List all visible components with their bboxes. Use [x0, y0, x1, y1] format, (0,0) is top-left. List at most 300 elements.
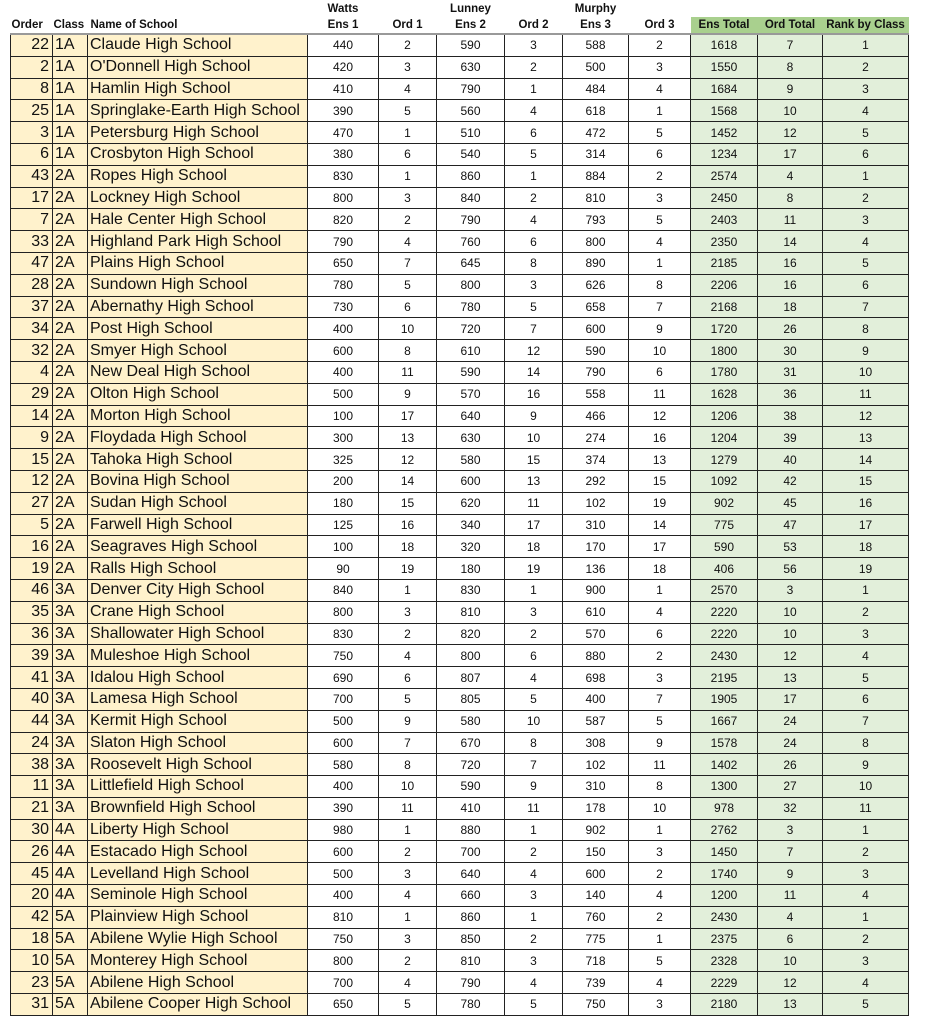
- ord-2-cell[interactable]: 19: [505, 558, 563, 580]
- class-cell[interactable]: 2A: [53, 449, 88, 471]
- ens-1-cell[interactable]: 200: [308, 470, 379, 492]
- ord-2-cell[interactable]: 5: [505, 994, 563, 1016]
- ord-3-cell[interactable]: 6: [629, 143, 691, 165]
- ens-3-cell[interactable]: 136: [563, 558, 629, 580]
- ord-3-cell[interactable]: 17: [629, 536, 691, 558]
- order-cell[interactable]: 6: [11, 143, 53, 165]
- class-cell[interactable]: 4A: [53, 819, 88, 841]
- ord-2-cell[interactable]: 3: [505, 601, 563, 623]
- school-name-cell[interactable]: Post High School: [88, 318, 308, 340]
- ens-2-cell[interactable]: 645: [437, 252, 505, 274]
- ens-total-cell[interactable]: 1800: [691, 340, 758, 362]
- class-cell[interactable]: 3A: [53, 667, 88, 689]
- ens-total-cell[interactable]: 775: [691, 514, 758, 536]
- ord-1-cell[interactable]: 5: [379, 994, 437, 1016]
- ens-3-cell[interactable]: 600: [563, 863, 629, 885]
- class-cell[interactable]: 1A: [53, 56, 88, 78]
- ens-2-cell[interactable]: 720: [437, 318, 505, 340]
- ord-1-cell[interactable]: 1: [379, 165, 437, 187]
- class-cell[interactable]: 2A: [53, 536, 88, 558]
- order-cell[interactable]: 27: [11, 492, 53, 514]
- ord-2-cell[interactable]: 5: [505, 688, 563, 710]
- ord-1-cell[interactable]: 1: [379, 819, 437, 841]
- ord-3-cell[interactable]: 2: [629, 165, 691, 187]
- rank-by-class-cell[interactable]: 6: [823, 143, 909, 165]
- ord-2-cell[interactable]: 5: [505, 296, 563, 318]
- rank-by-class-cell[interactable]: 4: [823, 231, 909, 253]
- ens-3-cell[interactable]: 466: [563, 405, 629, 427]
- rank-by-class-cell[interactable]: 6: [823, 688, 909, 710]
- ens-3-cell[interactable]: 587: [563, 710, 629, 732]
- school-name-cell[interactable]: Floydada High School: [88, 427, 308, 449]
- ord-3-cell[interactable]: 12: [629, 405, 691, 427]
- rank-by-class-cell[interactable]: 2: [823, 601, 909, 623]
- ens-2-cell[interactable]: 790: [437, 209, 505, 231]
- school-name-cell[interactable]: Claude High School: [88, 34, 308, 56]
- school-name-cell[interactable]: Highland Park High School: [88, 231, 308, 253]
- ens-total-cell[interactable]: 1092: [691, 470, 758, 492]
- order-cell[interactable]: 19: [11, 558, 53, 580]
- ens-total-cell[interactable]: 2450: [691, 187, 758, 209]
- order-cell[interactable]: 9: [11, 427, 53, 449]
- rank-by-class-cell[interactable]: 2: [823, 56, 909, 78]
- rank-by-class-cell[interactable]: 2: [823, 187, 909, 209]
- ens-3-cell[interactable]: 274: [563, 427, 629, 449]
- rank-by-class-cell[interactable]: 11: [823, 797, 909, 819]
- rank-by-class-cell[interactable]: 3: [823, 623, 909, 645]
- ens-total-cell[interactable]: 2185: [691, 252, 758, 274]
- ord-2-cell[interactable]: 2: [505, 928, 563, 950]
- ord-total-cell[interactable]: 4: [758, 906, 823, 928]
- ord-2-cell[interactable]: 7: [505, 318, 563, 340]
- ord-1-cell[interactable]: 4: [379, 972, 437, 994]
- column-header[interactable]: Ens 1: [308, 17, 379, 34]
- ord-total-cell[interactable]: 10: [758, 601, 823, 623]
- column-header[interactable]: Name of School: [88, 17, 308, 34]
- ord-total-cell[interactable]: 26: [758, 318, 823, 340]
- ens-3-cell[interactable]: 588: [563, 34, 629, 56]
- ens-2-cell[interactable]: 510: [437, 122, 505, 144]
- class-cell[interactable]: 2A: [53, 165, 88, 187]
- ord-1-cell[interactable]: 7: [379, 252, 437, 274]
- ens-3-cell[interactable]: 890: [563, 252, 629, 274]
- ens-3-cell[interactable]: 900: [563, 579, 629, 601]
- order-cell[interactable]: 4: [11, 361, 53, 383]
- ord-3-cell[interactable]: 3: [629, 994, 691, 1016]
- class-cell[interactable]: 1A: [53, 78, 88, 100]
- order-cell[interactable]: 2: [11, 56, 53, 78]
- order-cell[interactable]: 41: [11, 667, 53, 689]
- ord-2-cell[interactable]: 11: [505, 492, 563, 514]
- ens-2-cell[interactable]: 810: [437, 950, 505, 972]
- ens-1-cell[interactable]: 650: [308, 994, 379, 1016]
- ord-1-cell[interactable]: 2: [379, 34, 437, 56]
- ord-1-cell[interactable]: 3: [379, 56, 437, 78]
- school-name-cell[interactable]: Shallowater High School: [88, 623, 308, 645]
- rank-by-class-cell[interactable]: 4: [823, 645, 909, 667]
- school-name-cell[interactable]: Roosevelt High School: [88, 754, 308, 776]
- ord-2-cell[interactable]: 2: [505, 841, 563, 863]
- ord-3-cell[interactable]: 11: [629, 754, 691, 776]
- ens-2-cell[interactable]: 807: [437, 667, 505, 689]
- ens-2-cell[interactable]: 720: [437, 754, 505, 776]
- order-cell[interactable]: 8: [11, 78, 53, 100]
- ord-1-cell[interactable]: 1: [379, 906, 437, 928]
- rank-by-class-cell[interactable]: 1: [823, 819, 909, 841]
- rank-by-class-cell[interactable]: 3: [823, 78, 909, 100]
- ens-total-cell[interactable]: 2195: [691, 667, 758, 689]
- order-cell[interactable]: 29: [11, 383, 53, 405]
- class-cell[interactable]: 2A: [53, 470, 88, 492]
- rank-by-class-cell[interactable]: 12: [823, 405, 909, 427]
- class-cell[interactable]: 3A: [53, 732, 88, 754]
- ord-3-cell[interactable]: 15: [629, 470, 691, 492]
- school-name-cell[interactable]: Abernathy High School: [88, 296, 308, 318]
- ens-3-cell[interactable]: 775: [563, 928, 629, 950]
- ens-total-cell[interactable]: 1740: [691, 863, 758, 885]
- class-cell[interactable]: 3A: [53, 579, 88, 601]
- order-cell[interactable]: 37: [11, 296, 53, 318]
- ord-3-cell[interactable]: 2: [629, 906, 691, 928]
- school-name-cell[interactable]: Slaton High School: [88, 732, 308, 754]
- ord-1-cell[interactable]: 2: [379, 209, 437, 231]
- school-name-cell[interactable]: Littlefield High School: [88, 776, 308, 798]
- ord-total-cell[interactable]: 12: [758, 972, 823, 994]
- ens-3-cell[interactable]: 374: [563, 449, 629, 471]
- ens-total-cell[interactable]: 1550: [691, 56, 758, 78]
- school-name-cell[interactable]: Muleshoe High School: [88, 645, 308, 667]
- ens-1-cell[interactable]: 700: [308, 972, 379, 994]
- ens-1-cell[interactable]: 980: [308, 819, 379, 841]
- ord-total-cell[interactable]: 26: [758, 754, 823, 776]
- ord-2-cell[interactable]: 4: [505, 972, 563, 994]
- ord-2-cell[interactable]: 10: [505, 710, 563, 732]
- ens-2-cell[interactable]: 630: [437, 56, 505, 78]
- ens-1-cell[interactable]: 325: [308, 449, 379, 471]
- ens-total-cell[interactable]: 1684: [691, 78, 758, 100]
- class-cell[interactable]: 3A: [53, 688, 88, 710]
- rank-by-class-cell[interactable]: 7: [823, 710, 909, 732]
- ord-2-cell[interactable]: 9: [505, 405, 563, 427]
- class-cell[interactable]: 2A: [53, 187, 88, 209]
- ord-1-cell[interactable]: 13: [379, 427, 437, 449]
- ord-1-cell[interactable]: 3: [379, 601, 437, 623]
- ens-1-cell[interactable]: 750: [308, 645, 379, 667]
- ord-1-cell[interactable]: 6: [379, 143, 437, 165]
- class-cell[interactable]: 2A: [53, 252, 88, 274]
- ord-total-cell[interactable]: 42: [758, 470, 823, 492]
- ord-total-cell[interactable]: 36: [758, 383, 823, 405]
- rank-by-class-cell[interactable]: 11: [823, 383, 909, 405]
- class-cell[interactable]: 1A: [53, 34, 88, 56]
- class-cell[interactable]: 1A: [53, 122, 88, 144]
- ens-total-cell[interactable]: 1279: [691, 449, 758, 471]
- school-name-cell[interactable]: Seagraves High School: [88, 536, 308, 558]
- ord-3-cell[interactable]: 1: [629, 252, 691, 274]
- ord-3-cell[interactable]: 6: [629, 361, 691, 383]
- ens-2-cell[interactable]: 880: [437, 819, 505, 841]
- ens-3-cell[interactable]: 314: [563, 143, 629, 165]
- rank-by-class-cell[interactable]: 5: [823, 994, 909, 1016]
- ens-1-cell[interactable]: 125: [308, 514, 379, 536]
- order-cell[interactable]: 25: [11, 100, 53, 122]
- ord-1-cell[interactable]: 18: [379, 536, 437, 558]
- ens-total-cell[interactable]: 2206: [691, 274, 758, 296]
- ens-3-cell[interactable]: 790: [563, 361, 629, 383]
- ens-2-cell[interactable]: 640: [437, 863, 505, 885]
- ens-3-cell[interactable]: 308: [563, 732, 629, 754]
- order-cell[interactable]: 38: [11, 754, 53, 776]
- ens-1-cell[interactable]: 600: [308, 841, 379, 863]
- ord-3-cell[interactable]: 19: [629, 492, 691, 514]
- ord-1-cell[interactable]: 14: [379, 470, 437, 492]
- ord-2-cell[interactable]: 15: [505, 449, 563, 471]
- ord-2-cell[interactable]: 1: [505, 906, 563, 928]
- school-name-cell[interactable]: Hale Center High School: [88, 209, 308, 231]
- school-name-cell[interactable]: Estacado High School: [88, 841, 308, 863]
- school-name-cell[interactable]: Plainview High School: [88, 906, 308, 928]
- school-name-cell[interactable]: O'Donnell High School: [88, 56, 308, 78]
- ord-total-cell[interactable]: 30: [758, 340, 823, 362]
- class-cell[interactable]: 1A: [53, 143, 88, 165]
- ord-3-cell[interactable]: 3: [629, 56, 691, 78]
- school-name-cell[interactable]: New Deal High School: [88, 361, 308, 383]
- ord-total-cell[interactable]: 7: [758, 34, 823, 56]
- ens-2-cell[interactable]: 800: [437, 645, 505, 667]
- ord-total-cell[interactable]: 17: [758, 688, 823, 710]
- ord-total-cell[interactable]: 6: [758, 928, 823, 950]
- ord-total-cell[interactable]: 27: [758, 776, 823, 798]
- rank-by-class-cell[interactable]: 4: [823, 100, 909, 122]
- ens-2-cell[interactable]: 850: [437, 928, 505, 950]
- order-cell[interactable]: 39: [11, 645, 53, 667]
- ord-total-cell[interactable]: 56: [758, 558, 823, 580]
- ens-2-cell[interactable]: 630: [437, 427, 505, 449]
- class-cell[interactable]: 2A: [53, 318, 88, 340]
- ord-2-cell[interactable]: 4: [505, 209, 563, 231]
- ord-2-cell[interactable]: 7: [505, 754, 563, 776]
- column-header[interactable]: Ord 3: [629, 17, 691, 34]
- ens-total-cell[interactable]: 2350: [691, 231, 758, 253]
- ord-1-cell[interactable]: 6: [379, 296, 437, 318]
- order-cell[interactable]: 24: [11, 732, 53, 754]
- ord-1-cell[interactable]: 4: [379, 645, 437, 667]
- column-header[interactable]: Ord Total: [758, 17, 823, 34]
- ens-1-cell[interactable]: 790: [308, 231, 379, 253]
- ord-2-cell[interactable]: 10: [505, 427, 563, 449]
- school-name-cell[interactable]: Levelland High School: [88, 863, 308, 885]
- ord-total-cell[interactable]: 9: [758, 78, 823, 100]
- ens-total-cell[interactable]: 1578: [691, 732, 758, 754]
- ens-total-cell[interactable]: 978: [691, 797, 758, 819]
- ens-total-cell[interactable]: 1667: [691, 710, 758, 732]
- ord-3-cell[interactable]: 1: [629, 819, 691, 841]
- ord-total-cell[interactable]: 7: [758, 841, 823, 863]
- ens-3-cell[interactable]: 902: [563, 819, 629, 841]
- class-cell[interactable]: 3A: [53, 754, 88, 776]
- ens-1-cell[interactable]: 600: [308, 340, 379, 362]
- ens-1-cell[interactable]: 690: [308, 667, 379, 689]
- ens-3-cell[interactable]: 750: [563, 994, 629, 1016]
- class-cell[interactable]: 3A: [53, 776, 88, 798]
- ens-2-cell[interactable]: 560: [437, 100, 505, 122]
- ens-3-cell[interactable]: 484: [563, 78, 629, 100]
- ord-1-cell[interactable]: 5: [379, 100, 437, 122]
- ord-3-cell[interactable]: 18: [629, 558, 691, 580]
- order-cell[interactable]: 36: [11, 623, 53, 645]
- ens-total-cell[interactable]: 1628: [691, 383, 758, 405]
- ens-2-cell[interactable]: 805: [437, 688, 505, 710]
- ord-2-cell[interactable]: 16: [505, 383, 563, 405]
- rank-by-class-cell[interactable]: 16: [823, 492, 909, 514]
- school-name-cell[interactable]: Ropes High School: [88, 165, 308, 187]
- ens-2-cell[interactable]: 800: [437, 274, 505, 296]
- rank-by-class-cell[interactable]: 5: [823, 122, 909, 144]
- ens-total-cell[interactable]: 1720: [691, 318, 758, 340]
- class-cell[interactable]: 3A: [53, 797, 88, 819]
- order-cell[interactable]: 18: [11, 928, 53, 950]
- ord-total-cell[interactable]: 31: [758, 361, 823, 383]
- ens-1-cell[interactable]: 100: [308, 536, 379, 558]
- order-cell[interactable]: 35: [11, 601, 53, 623]
- ord-total-cell[interactable]: 24: [758, 710, 823, 732]
- ord-total-cell[interactable]: 40: [758, 449, 823, 471]
- ens-3-cell[interactable]: 793: [563, 209, 629, 231]
- ord-2-cell[interactable]: 3: [505, 885, 563, 907]
- ord-total-cell[interactable]: 12: [758, 122, 823, 144]
- ord-1-cell[interactable]: 2: [379, 841, 437, 863]
- ord-total-cell[interactable]: 53: [758, 536, 823, 558]
- rank-by-class-cell[interactable]: 3: [823, 863, 909, 885]
- school-name-cell[interactable]: Liberty High School: [88, 819, 308, 841]
- ord-2-cell[interactable]: 6: [505, 231, 563, 253]
- ord-total-cell[interactable]: 4: [758, 165, 823, 187]
- ens-2-cell[interactable]: 860: [437, 165, 505, 187]
- ens-2-cell[interactable]: 580: [437, 710, 505, 732]
- ens-total-cell[interactable]: 1905: [691, 688, 758, 710]
- school-name-cell[interactable]: Petersburg High School: [88, 122, 308, 144]
- ord-2-cell[interactable]: 6: [505, 645, 563, 667]
- order-cell[interactable]: 23: [11, 972, 53, 994]
- ord-total-cell[interactable]: 38: [758, 405, 823, 427]
- ens-2-cell[interactable]: 670: [437, 732, 505, 754]
- class-cell[interactable]: 5A: [53, 906, 88, 928]
- ens-3-cell[interactable]: 170: [563, 536, 629, 558]
- class-cell[interactable]: 5A: [53, 994, 88, 1016]
- ens-1-cell[interactable]: 440: [308, 34, 379, 56]
- ens-total-cell[interactable]: 1568: [691, 100, 758, 122]
- ens-3-cell[interactable]: 618: [563, 100, 629, 122]
- class-cell[interactable]: 2A: [53, 361, 88, 383]
- ord-total-cell[interactable]: 32: [758, 797, 823, 819]
- ens-2-cell[interactable]: 600: [437, 470, 505, 492]
- ord-1-cell[interactable]: 16: [379, 514, 437, 536]
- ord-3-cell[interactable]: 5: [629, 950, 691, 972]
- ord-2-cell[interactable]: 3: [505, 950, 563, 972]
- ens-1-cell[interactable]: 580: [308, 754, 379, 776]
- class-cell[interactable]: 5A: [53, 950, 88, 972]
- ord-total-cell[interactable]: 10: [758, 623, 823, 645]
- class-cell[interactable]: 2A: [53, 231, 88, 253]
- order-cell[interactable]: 42: [11, 906, 53, 928]
- ens-total-cell[interactable]: 1450: [691, 841, 758, 863]
- school-name-cell[interactable]: Monterey High School: [88, 950, 308, 972]
- school-name-cell[interactable]: Lamesa High School: [88, 688, 308, 710]
- ens-1-cell[interactable]: 800: [308, 601, 379, 623]
- rank-by-class-cell[interactable]: 10: [823, 776, 909, 798]
- class-cell[interactable]: 2A: [53, 492, 88, 514]
- column-header[interactable]: Class: [53, 17, 88, 34]
- rank-by-class-cell[interactable]: 8: [823, 318, 909, 340]
- ord-3-cell[interactable]: 4: [629, 601, 691, 623]
- ord-3-cell[interactable]: 5: [629, 710, 691, 732]
- ord-2-cell[interactable]: 4: [505, 863, 563, 885]
- order-cell[interactable]: 10: [11, 950, 53, 972]
- school-name-cell[interactable]: Bovina High School: [88, 470, 308, 492]
- ord-1-cell[interactable]: 11: [379, 797, 437, 819]
- ens-2-cell[interactable]: 760: [437, 231, 505, 253]
- order-cell[interactable]: 34: [11, 318, 53, 340]
- order-cell[interactable]: 31: [11, 994, 53, 1016]
- ens-1-cell[interactable]: 500: [308, 383, 379, 405]
- school-name-cell[interactable]: Crane High School: [88, 601, 308, 623]
- class-cell[interactable]: 2A: [53, 209, 88, 231]
- ens-3-cell[interactable]: 102: [563, 492, 629, 514]
- rank-by-class-cell[interactable]: 4: [823, 885, 909, 907]
- school-name-cell[interactable]: Hamlin High School: [88, 78, 308, 100]
- rank-by-class-cell[interactable]: 15: [823, 470, 909, 492]
- column-header[interactable]: Ens 3: [563, 17, 629, 34]
- rank-by-class-cell[interactable]: 13: [823, 427, 909, 449]
- ens-1-cell[interactable]: 700: [308, 688, 379, 710]
- ens-2-cell[interactable]: 570: [437, 383, 505, 405]
- rank-by-class-cell[interactable]: 2: [823, 841, 909, 863]
- ord-total-cell[interactable]: 16: [758, 252, 823, 274]
- ens-total-cell[interactable]: 2375: [691, 928, 758, 950]
- ord-3-cell[interactable]: 6: [629, 623, 691, 645]
- ens-1-cell[interactable]: 420: [308, 56, 379, 78]
- ord-2-cell[interactable]: 3: [505, 274, 563, 296]
- ens-1-cell[interactable]: 800: [308, 950, 379, 972]
- class-cell[interactable]: 4A: [53, 841, 88, 863]
- ord-total-cell[interactable]: 10: [758, 950, 823, 972]
- ord-1-cell[interactable]: 9: [379, 710, 437, 732]
- ord-total-cell[interactable]: 39: [758, 427, 823, 449]
- rank-by-class-cell[interactable]: 6: [823, 274, 909, 296]
- ord-3-cell[interactable]: 8: [629, 274, 691, 296]
- ens-1-cell[interactable]: 650: [308, 252, 379, 274]
- ens-1-cell[interactable]: 500: [308, 710, 379, 732]
- ens-1-cell[interactable]: 500: [308, 863, 379, 885]
- school-name-cell[interactable]: Crosbyton High School: [88, 143, 308, 165]
- class-cell[interactable]: 2A: [53, 296, 88, 318]
- ens-1-cell[interactable]: 410: [308, 78, 379, 100]
- ord-total-cell[interactable]: 17: [758, 143, 823, 165]
- ens-2-cell[interactable]: 810: [437, 601, 505, 623]
- ens-1-cell[interactable]: 380: [308, 143, 379, 165]
- ord-3-cell[interactable]: 1: [629, 579, 691, 601]
- ens-3-cell[interactable]: 150: [563, 841, 629, 863]
- order-cell[interactable]: 14: [11, 405, 53, 427]
- ens-total-cell[interactable]: 1618: [691, 34, 758, 56]
- ord-2-cell[interactable]: 14: [505, 361, 563, 383]
- order-cell[interactable]: 16: [11, 536, 53, 558]
- rank-by-class-cell[interactable]: 5: [823, 667, 909, 689]
- order-cell[interactable]: 22: [11, 34, 53, 56]
- ens-1-cell[interactable]: 180: [308, 492, 379, 514]
- class-cell[interactable]: 4A: [53, 885, 88, 907]
- ens-total-cell[interactable]: 1402: [691, 754, 758, 776]
